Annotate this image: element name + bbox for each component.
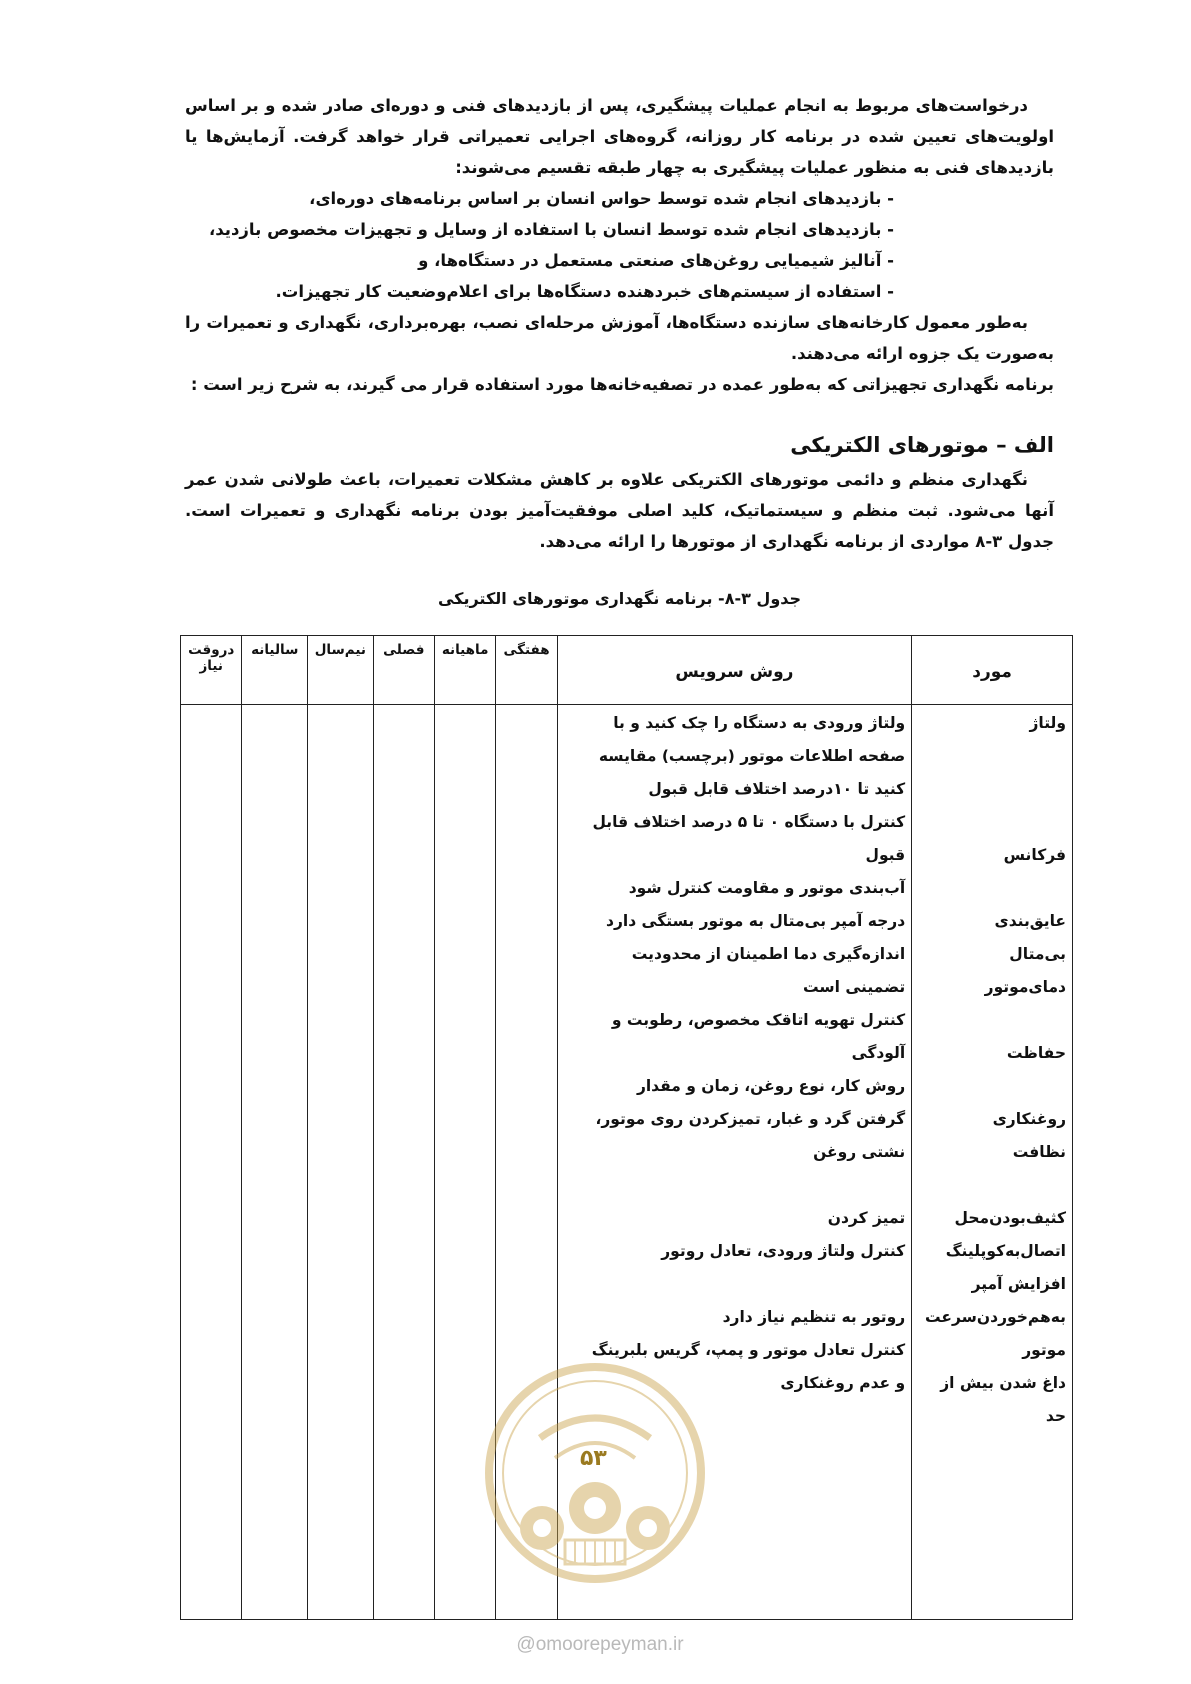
method-line: روتور به تنظیم نیاز دارد bbox=[722, 1308, 906, 1326]
method-line: روش کار، نوع روغن، زمان و مقدار bbox=[636, 1077, 906, 1095]
page-number: ۵۳ bbox=[580, 1446, 607, 1471]
semiannual-cell bbox=[308, 705, 374, 1620]
bullet-item: - استفاده از سیستم‌های خبردهنده دستگاه‌ها برای اعلام‌وضعیت کار تجهیزات. bbox=[275, 282, 894, 301]
method-line: و عدم روغنکاری bbox=[780, 1374, 906, 1392]
bullet-item: - بازدیدهای انجام شده توسط انسان با استفاده از وسایل و تجهیزات مخصوص بازدید، bbox=[208, 220, 894, 239]
method-line: کنترل ولتاژ ورودی، تعادل روتور bbox=[661, 1242, 906, 1260]
item-line: موتور bbox=[1022, 1341, 1066, 1359]
method-line: آلودگی bbox=[851, 1044, 906, 1062]
table-header-row bbox=[181, 636, 1073, 705]
header-semiannual: نیم‌سال bbox=[308, 636, 374, 705]
header-monthly: ماهیانه bbox=[434, 636, 495, 705]
method-line: قبول bbox=[865, 846, 906, 864]
method-line: ولتاژ ورودی به دستگاه را چک کنید و با bbox=[613, 714, 906, 732]
item-line: بی‌متال bbox=[1009, 945, 1066, 963]
item-list bbox=[918, 707, 1066, 1433]
item-line: حفاظت bbox=[1006, 1044, 1066, 1062]
item-line: نظافت bbox=[1012, 1143, 1066, 1161]
as-needed-cell bbox=[181, 705, 242, 1620]
item-line bbox=[918, 806, 1066, 839]
method-list bbox=[564, 707, 905, 1400]
item-column bbox=[912, 705, 1073, 1620]
header-item: مورد bbox=[912, 636, 1073, 705]
method-line bbox=[564, 1268, 905, 1301]
method-line: کنترل تهویه اتاقک مخصوص، رطوبت و bbox=[611, 1011, 906, 1029]
item-line: کثیف‌بودن‌محل bbox=[954, 1209, 1066, 1227]
website-watermark: @omoorepeyman.ir bbox=[516, 1634, 684, 1655]
header-as-needed: دروقت نیاز bbox=[181, 636, 242, 705]
item-line: فرکانس bbox=[1003, 846, 1066, 864]
header-method: روش سرویس bbox=[557, 636, 911, 705]
bullet-item: - بازدیدهای انجام شده توسط حواس انسان بر اساس برنامه‌های دوره‌ای، bbox=[309, 189, 894, 208]
item-line: افزایش آمپر bbox=[971, 1275, 1066, 1293]
method-line: تضمینی است bbox=[802, 978, 906, 996]
item-line bbox=[918, 872, 1066, 905]
item-line: عایق‌بندی bbox=[994, 912, 1066, 930]
item-line bbox=[918, 1169, 1066, 1202]
motors-section bbox=[185, 428, 1054, 557]
section-paragraph: نگهداری منظم و دائمی موتورهای الکتریکی علاوه بر کاهش مشکلات تعمیرات، باعث طولانی شدن عمر آنها می‌شود. ثبت منظم و سیستماتیک، کلید اصلی موفقیت‌آمیز بودن برنامه نگهداری و تعمیرات است. جدول ۳-۸ مواردی از برنامه نگهداری از موتورها را ارائه می‌دهد. bbox=[185, 470, 1054, 551]
method-line: صفحه اطلاعات موتور (برچسب) مقایسه bbox=[598, 747, 906, 765]
intro-paragraph-1: درخواست‌های مربوط به انجام عملیات پیشگیری، پس از بازدیدهای فنی و دوره‌ای صادر شده و بر اساس اولویت‌های تعیین شده در برنامه کار روزانه، گروه‌های اجرایی تعمیراتی قرار خواهد گرفت. آزمایش‌ها یا بازدیدهای فنی به منظور عملیات پیشگیری به چهار طبقه تقسیم می‌شوند: bbox=[185, 96, 1054, 177]
item-line: ولتاژ bbox=[1029, 714, 1066, 732]
item-line bbox=[918, 1070, 1066, 1103]
item-line: حد bbox=[1045, 1407, 1066, 1425]
item-line: به‌هم‌خوردن‌سرعت bbox=[925, 1308, 1066, 1326]
method-line: آب‌بندی موتور و مقاومت کنترل شود bbox=[628, 879, 906, 897]
method-line: گرفتن گرد و غبار، تمیزکردن روی موتور، bbox=[595, 1110, 906, 1128]
method-line: درجه آمپر بی‌متال به موتور بستگی دارد bbox=[606, 912, 906, 930]
item-line: داغ شدن بیش از bbox=[940, 1374, 1066, 1392]
section-heading: الف – موتورهای الکتریکی bbox=[790, 433, 1054, 457]
method-line: کنترل با دستگاه ۰ تا ۵ درصد اختلاف قابل bbox=[592, 813, 906, 831]
item-line bbox=[918, 773, 1066, 806]
method-line: اندازه‌گیری دما اطمینان از محدودیت bbox=[631, 945, 906, 963]
item-line: دمای‌موتور bbox=[984, 978, 1066, 996]
header-annual: سالیانه bbox=[242, 636, 308, 705]
method-line bbox=[564, 1169, 905, 1202]
header-weekly: هفتگی bbox=[496, 636, 557, 705]
table-caption: جدول ۳-۸- برنامه نگهداری موتورهای الکتریکی bbox=[437, 589, 802, 608]
item-line: روغنکاری bbox=[992, 1110, 1066, 1128]
item-line bbox=[918, 1004, 1066, 1037]
bullet-item: - آنالیز شیمیایی روغن‌های صنعتی مستعمل در دستگاه‌ها، و bbox=[418, 251, 894, 270]
method-line: تمیز کردن bbox=[827, 1209, 906, 1227]
method-line: کنید تا ۱۰درصد اختلاف قابل قبول bbox=[648, 780, 906, 798]
method-line: کنترل تعادل موتور و پمپ، گریس بلبرینگ bbox=[591, 1341, 906, 1359]
header-seasonal: فصلی bbox=[373, 636, 434, 705]
item-line: اتصال‌به‌کوپلینگ bbox=[945, 1242, 1066, 1260]
annual-cell bbox=[242, 705, 308, 1620]
item-line bbox=[918, 740, 1066, 773]
method-line: نشتی روغن bbox=[813, 1143, 906, 1161]
watermark-seal-icon bbox=[480, 1358, 710, 1588]
intro-paragraph-2: به‌طور معمول کارخانه‌های سازنده دستگاه‌ها، آموزش مرحله‌ای نصب، بهره‌برداری، نگهداری و تعمیرات را به‌صورت یک جزوه ارائه می‌دهند. bbox=[185, 313, 1054, 363]
intro-text bbox=[185, 90, 1054, 400]
seasonal-cell bbox=[373, 705, 434, 1620]
intro-paragraph-3: برنامه نگهداری تجهیزاتی که به‌طور عمده در تصفیه‌خانه‌ها مورد استفاده قرار می گیرند، به شرح زیر است : bbox=[190, 375, 1054, 394]
